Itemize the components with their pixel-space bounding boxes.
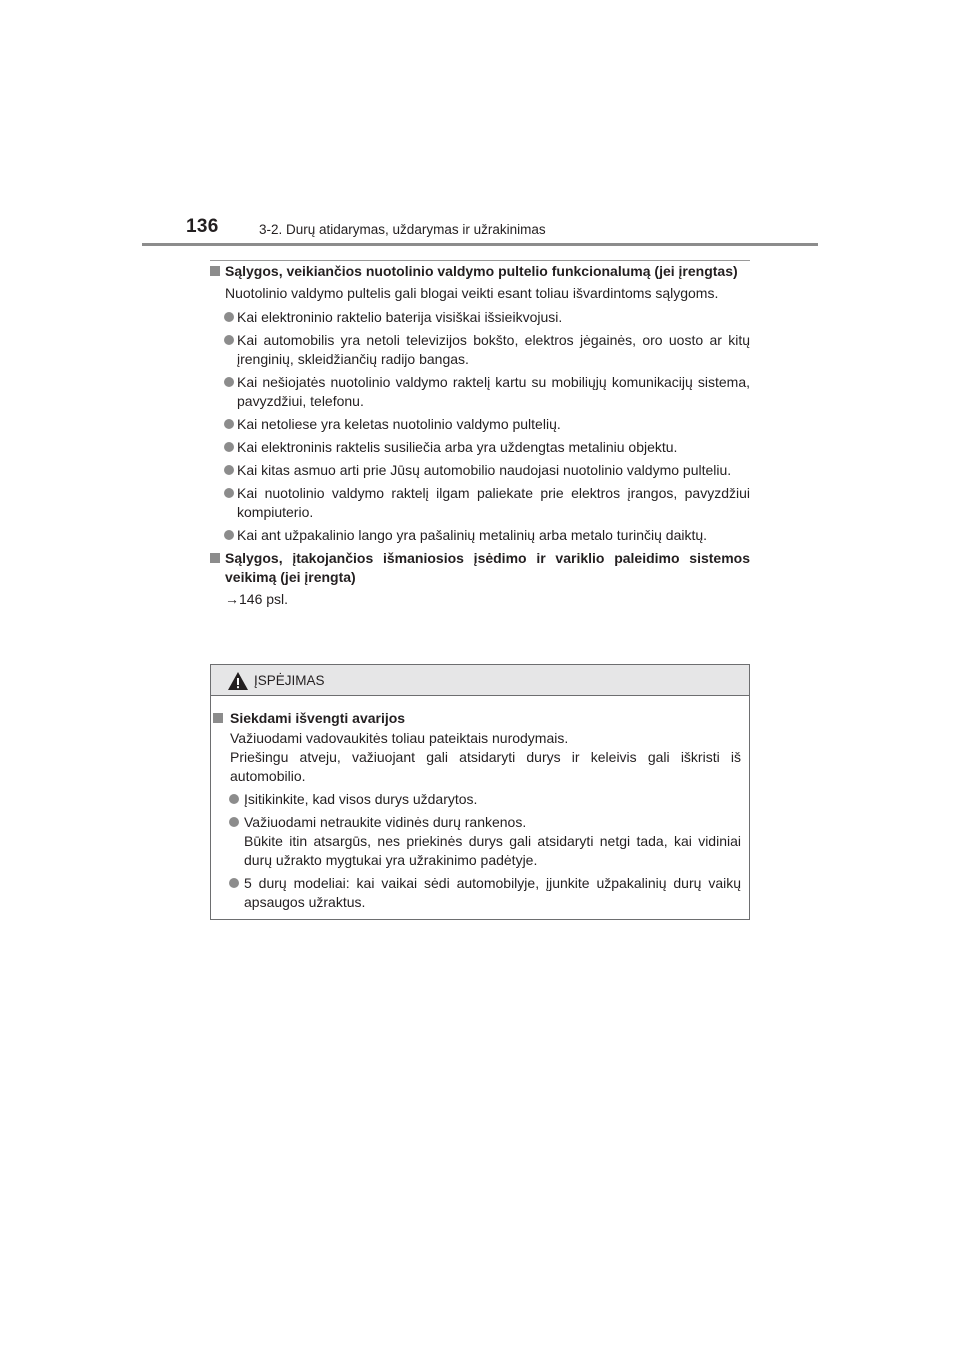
- warning-body: [211, 696, 749, 912]
- heading-text: Sąlygos, įtakojančios išmaniosios įsėdimo ir variklio paleidimo sistemos veikimą (jei įrengta): [225, 550, 750, 585]
- list-item: [210, 308, 750, 327]
- round-bullet-icon: [229, 794, 239, 804]
- main-content: [210, 262, 750, 609]
- heading-text: Siekdami išvengti avarijos: [230, 710, 406, 726]
- warning-heading: [213, 709, 741, 728]
- heading-text: Sąlygos, veikiančios nuotolinio valdymo pultelio funkcionalumą (jei įrengtas): [225, 263, 738, 279]
- list-item: [210, 484, 750, 522]
- list-item-text: Kai netoliese yra keletas nuotolinio valdymo pultelių.: [237, 416, 561, 432]
- list-item-text: Kai elektroninis raktelis susiliečia arba yra uždengtas metaliniu objektu.: [237, 439, 678, 455]
- list-item-text: 5 durų modeliai: kai vaikai sėdi automobilyje, įjunkite užpakalinių durų vaikų apsaugos užraktus.: [244, 875, 741, 910]
- header-rule: [142, 243, 818, 246]
- section-heading-remote-conditions: [210, 262, 750, 281]
- list-item-text: Važiuodami netraukite vidinės durų rankenos.: [244, 814, 527, 830]
- section-intro: Nuotolinio valdymo pultelis gali blogai veikti esant toliau išvardintoms sąlygoms.: [225, 285, 719, 301]
- list-item: [213, 790, 741, 809]
- square-bullet-icon: [213, 713, 223, 723]
- page-header: [142, 214, 818, 248]
- round-bullet-icon: [224, 465, 234, 475]
- round-bullet-icon: [224, 377, 234, 387]
- list-item: [210, 373, 750, 411]
- list-item: [210, 415, 750, 434]
- list-item-text: Būkite itin atsargūs, nes priekinės durys gali atsidaryti netgi tada, kai vidiniai durų užrakto mygtukai yra užrakinimo padėtyje.: [244, 833, 741, 868]
- list-item-text: Kai ant užpakalinio lango yra pašalinių metalinių arba metalo turinčių daiktų.: [237, 527, 708, 543]
- list-item: [213, 874, 741, 912]
- round-bullet-icon: [229, 817, 239, 827]
- list-item-text: Kai elektroninio raktelio baterija visiškai išsieikvojusi.: [237, 309, 563, 325]
- warning-header: [211, 665, 749, 696]
- divider: [210, 260, 750, 261]
- section-title: 3-2. Durų atidarymas, uždarymas ir užrakinimas: [259, 222, 546, 237]
- list-item-text: Įsitikinkite, kad visos durys uždarytos.: [244, 791, 478, 807]
- list-item: [210, 461, 750, 480]
- list-item: [210, 526, 750, 545]
- square-bullet-icon: [210, 553, 220, 563]
- list-item: [210, 438, 750, 457]
- round-bullet-icon: [224, 335, 234, 345]
- round-bullet-icon: [224, 488, 234, 498]
- warning-intro-line: Priešingu atveju, važiuojant gali atsidaryti durys ir keleivis gali iškristi iš automobilio.: [230, 749, 741, 784]
- list-item: [210, 331, 750, 369]
- page-reference-link[interactable]: →146 psl.: [225, 591, 289, 607]
- warning-box: [210, 664, 750, 920]
- warning-intro-line: Važiuodami vadovaukitės toliau pateiktais nurodymais.: [230, 730, 569, 746]
- round-bullet-icon: [224, 419, 234, 429]
- list-item-text: Kai kitas asmuo arti prie Jūsų automobilio naudojasi nuotolinio valdymo pulteliu.: [237, 462, 732, 478]
- square-bullet-icon: [210, 266, 220, 276]
- list-item-text: Kai automobilis yra netoli televizijos bokšto, elektros jėgainės, oro uosto ar kitų įrenginių, skleidžiančių radijo bangas.: [237, 332, 750, 367]
- list-item-text: Kai nuotolinio valdymo raktelį ilgam paliekate prie elektros įrangos, pavyzdžiui kompiuterio.: [237, 485, 750, 520]
- list-item-text: Kai nešiojatės nuotolinio valdymo raktelį kartu su mobiliųjų komunikacijų sistema, pavyzdžiui, telefonu.: [237, 374, 750, 409]
- warning-triangle-icon: [227, 671, 249, 691]
- section-heading-smart-entry: [210, 549, 750, 587]
- page-number: 136: [186, 216, 219, 237]
- round-bullet-icon: [224, 312, 234, 322]
- round-bullet-icon: [229, 878, 239, 888]
- list-item: [213, 813, 741, 870]
- warning-title: ĮSPĖJIMAS: [254, 673, 325, 688]
- round-bullet-icon: [224, 442, 234, 452]
- round-bullet-icon: [224, 530, 234, 540]
